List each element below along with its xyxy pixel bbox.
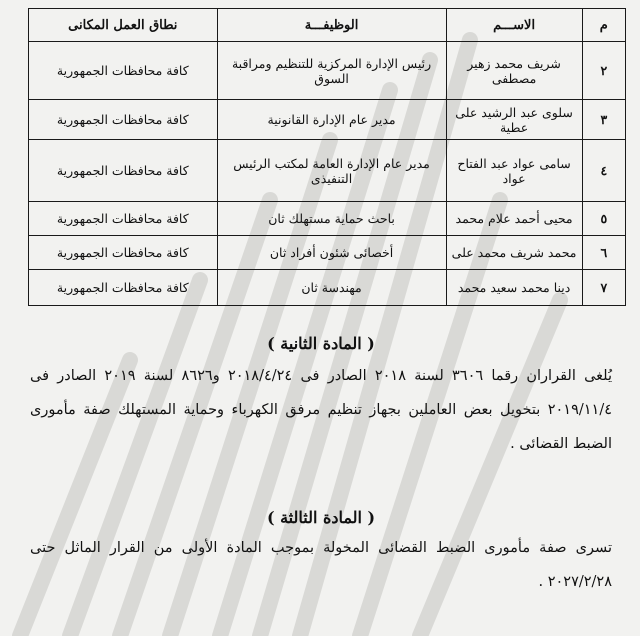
article-3-text: تسرى صفة مأمورى الضبط القضائى المخولة بموجب المادة الأولى من القرار الماثل حتى ٢٠٢٧/٢/٢٨ .	[30, 540, 612, 590]
article-3-heading: ( المادة الثالثة )	[266, 508, 376, 527]
cell-job: أخصائى شئون أفراد ثان	[217, 236, 446, 270]
cell-name: سلوى عبد الرشيد على عطية	[446, 100, 582, 140]
cell-name: محمد شريف محمد على	[446, 236, 582, 270]
table-row	[29, 42, 626, 100]
cell-job: مدير عام الإدارة العامة لمكتب الرئيس التنفيذى	[217, 140, 446, 202]
table-row	[29, 270, 626, 306]
cell-scope: كافة محافظات الجمهورية	[29, 236, 218, 270]
article-2-heading: ( المادة الثانية )	[267, 334, 375, 353]
table-row	[29, 100, 626, 140]
table-header-row	[29, 9, 626, 42]
cell-job: مهندسة ثان	[217, 270, 446, 306]
cell-number: ٧	[582, 270, 625, 306]
article-2-text: يُلغى القراران رقما ٣٦٠٦ لسنة ٢٠١٨ الصادر فى ٢٠١٨/٤/٢٤ و٨٦٢٦ لسنة ٢٠١٩ الصادر فى ٢٠١٩/١١/٤ بتخويل بعض العاملين بجهاز تنظيم مرفق الكهرباء وحماية المستهلك صفة مأمورى الضبط القضائى .	[30, 368, 612, 452]
cell-job: رئيس الإدارة المركزية للتنظيم ومراقبة السوق	[217, 42, 446, 100]
cell-number: ٦	[582, 236, 625, 270]
header-job: الوظيفـــة	[217, 9, 446, 42]
cell-scope: كافة محافظات الجمهورية	[29, 42, 218, 100]
header-name: الاســـم	[446, 9, 582, 42]
cell-name: محيى أحمد علام محمد	[446, 202, 582, 236]
cell-name: شريف محمد زهير مصطفى	[446, 42, 582, 100]
cell-scope: كافة محافظات الجمهورية	[29, 100, 218, 140]
header-number: م	[582, 9, 625, 42]
header-scope: نطاق العمل المكانى	[29, 9, 218, 42]
cell-number: ٣	[582, 100, 625, 140]
article-3	[30, 508, 612, 599]
cell-scope: كافة محافظات الجمهورية	[29, 140, 218, 202]
employees-table	[28, 8, 626, 306]
cell-scope: كافة محافظات الجمهورية	[29, 270, 218, 306]
cell-name: سامى عواد عبد الفتاح عواد	[446, 140, 582, 202]
table-row	[29, 140, 626, 202]
table-row	[29, 202, 626, 236]
cell-number: ٤	[582, 140, 625, 202]
article-2	[30, 334, 612, 461]
cell-job: مدير عام الإدارة القانونية	[217, 100, 446, 140]
table-row	[29, 236, 626, 270]
cell-scope: كافة محافظات الجمهورية	[29, 202, 218, 236]
cell-name: دينا محمد سعيد محمد	[446, 270, 582, 306]
cell-number: ٢	[582, 42, 625, 100]
cell-number: ٥	[582, 202, 625, 236]
cell-job: باحث حماية مستهلك ثان	[217, 202, 446, 236]
